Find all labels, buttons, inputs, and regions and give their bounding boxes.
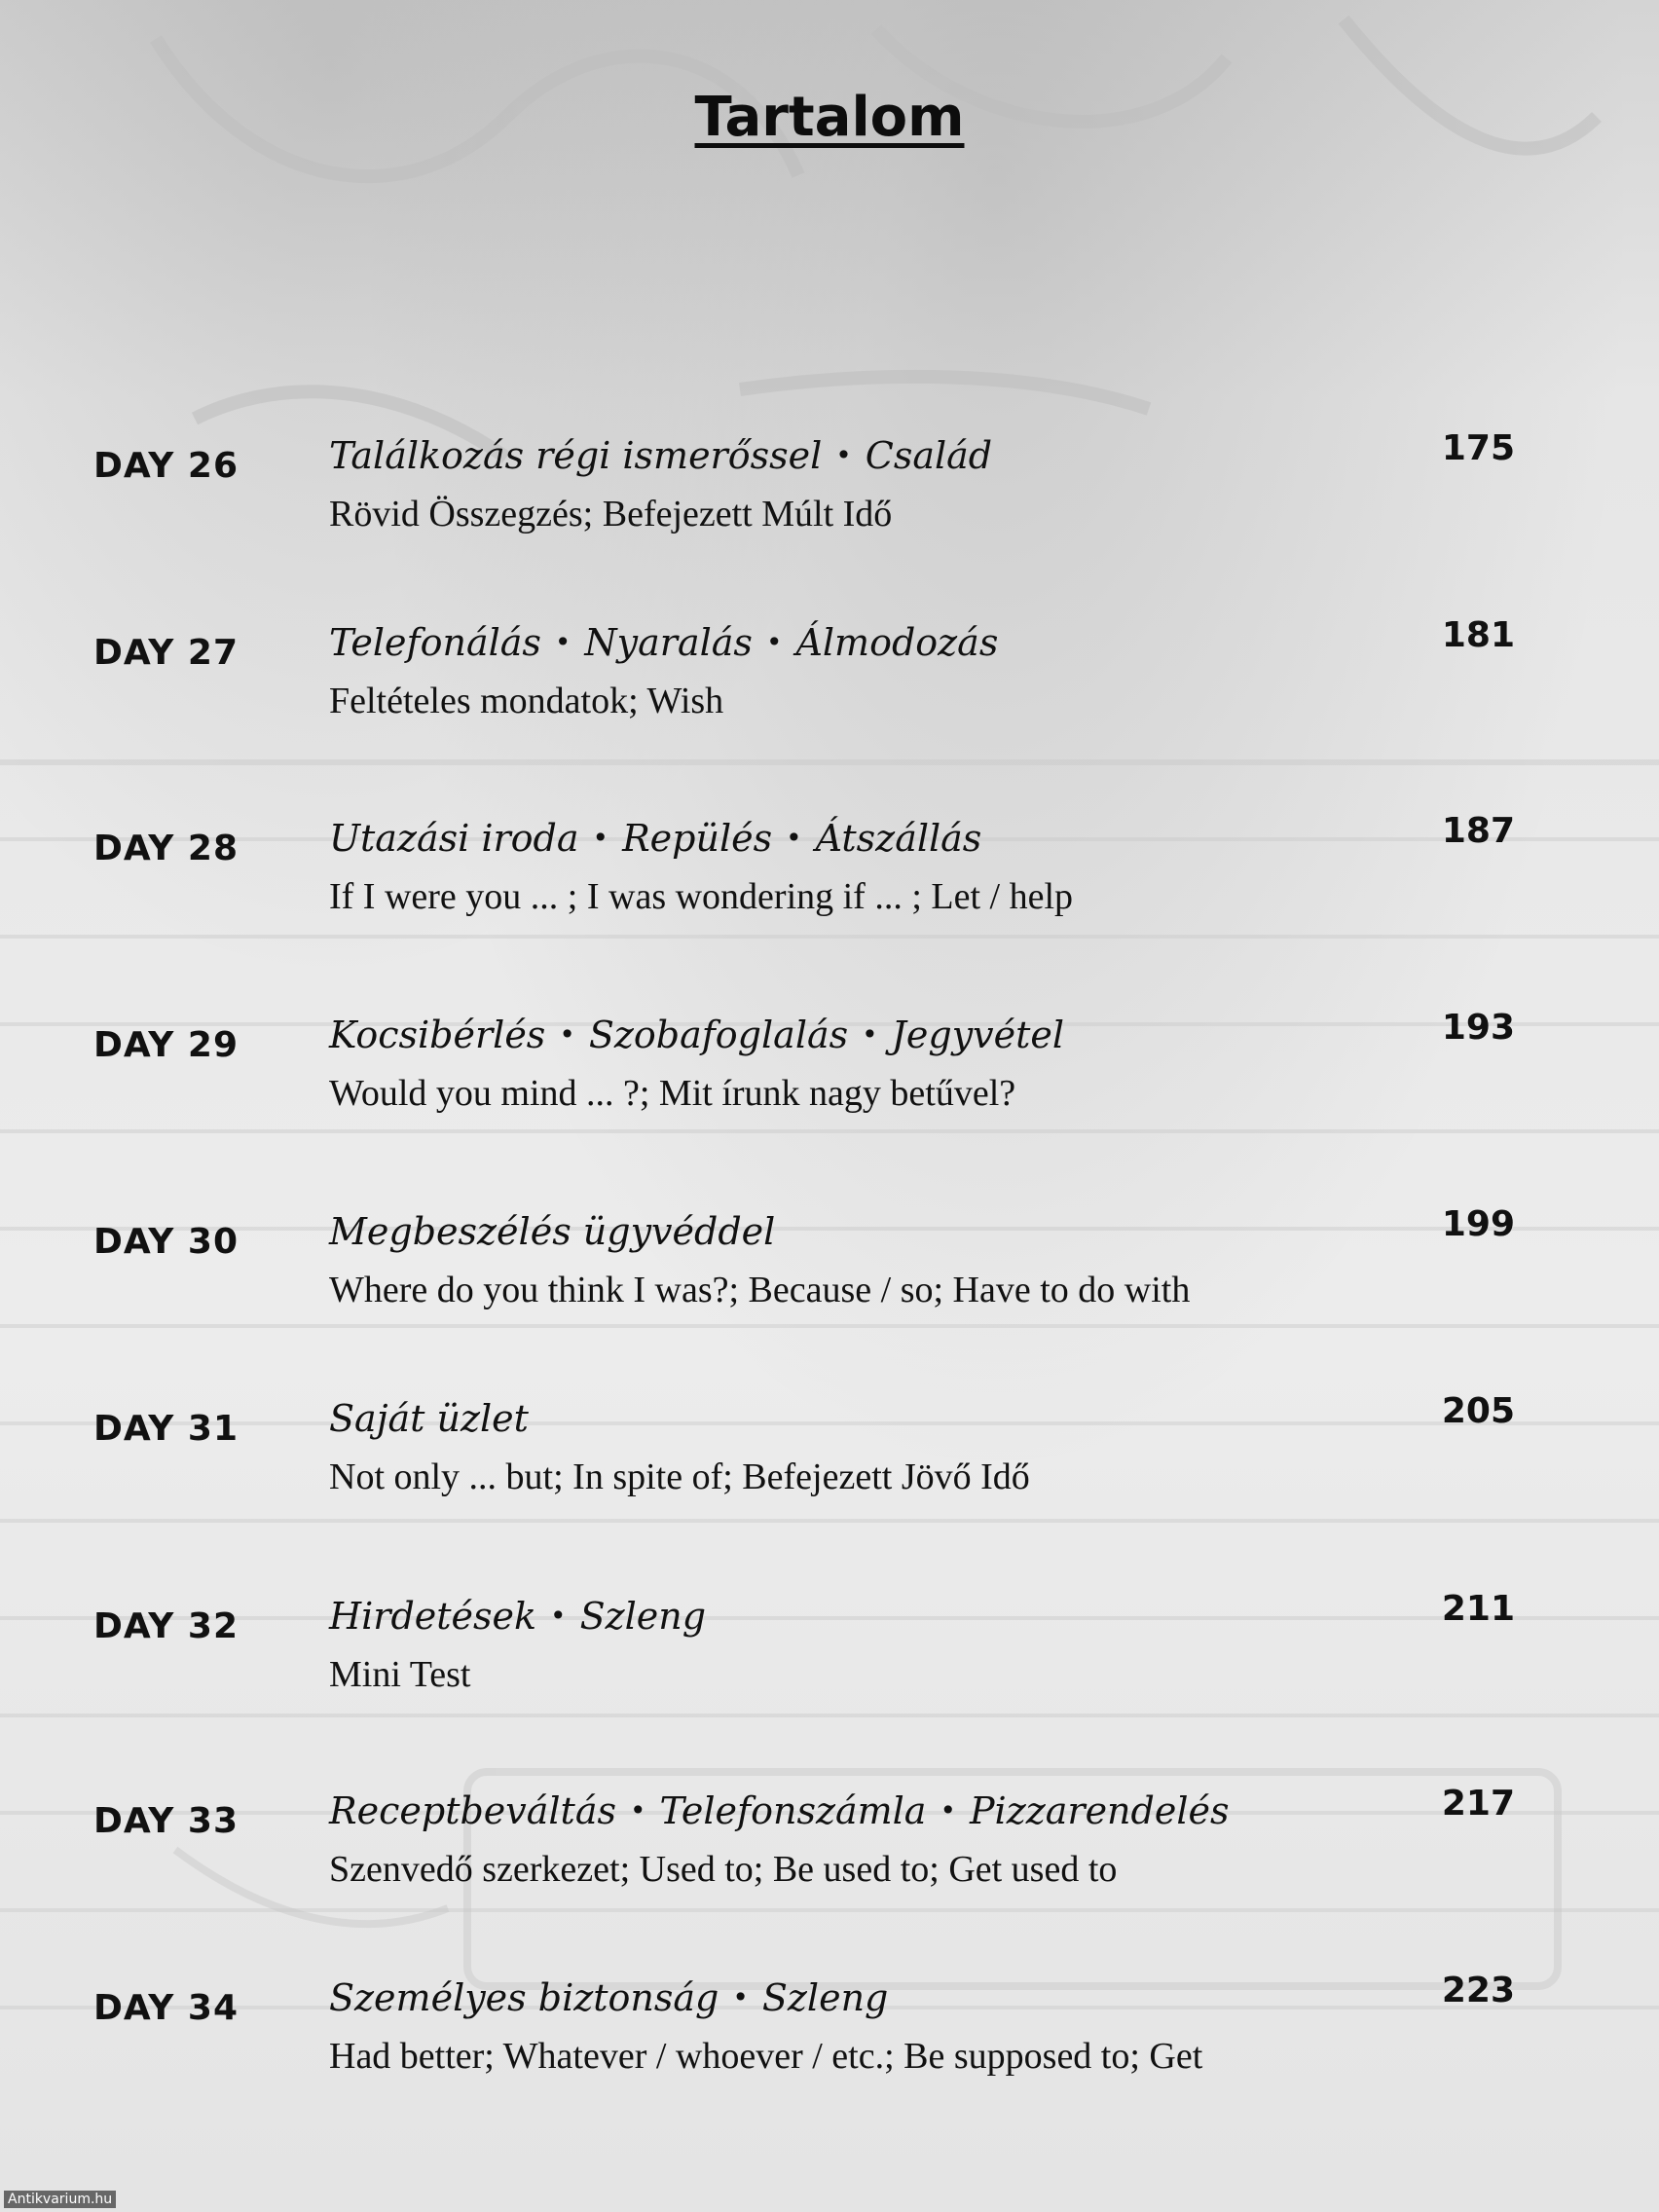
- topic: Receptbeváltás: [329, 1789, 616, 1832]
- bullet-separator: •: [835, 439, 852, 471]
- grammar-line: Would you mind ... ?; Mit írunk nagy betűvel?: [329, 1073, 1016, 1114]
- topics-line: [329, 1595, 706, 1638]
- bullet-separator: •: [554, 626, 571, 658]
- topics-line: [329, 1397, 529, 1440]
- topic: Átszállás: [815, 817, 982, 860]
- toc-entry-day-30[interactable]: [0, 1204, 1659, 1350]
- day-label: DAY 28: [93, 829, 239, 868]
- topic: Utazási iroda: [329, 817, 579, 860]
- topic: Hirdetések: [329, 1595, 537, 1638]
- topics-line: [329, 1789, 1230, 1832]
- grammar-line: Mini Test: [329, 1654, 471, 1695]
- day-label: DAY 32: [93, 1606, 239, 1646]
- topics-line: [329, 1976, 888, 2019]
- bullet-separator: •: [940, 1794, 956, 1826]
- bullet-separator: •: [629, 1794, 646, 1826]
- toc-entry-day-32[interactable]: [0, 1589, 1659, 1735]
- topic: Repülés: [622, 817, 773, 860]
- page-title-text: Tartalom: [694, 86, 965, 149]
- day-label: DAY 29: [93, 1025, 239, 1065]
- topic: Szobafoglalás: [588, 1014, 849, 1056]
- page-title: [0, 86, 1659, 149]
- topic: Család: [865, 434, 993, 477]
- toc-entry-day-26[interactable]: [0, 428, 1659, 574]
- bullet-separator: •: [559, 1018, 575, 1051]
- page-number: 217: [1441, 1784, 1515, 1824]
- day-label: DAY 34: [93, 1988, 239, 2028]
- toc-entry-day-27[interactable]: [0, 615, 1659, 761]
- topics-line: [329, 1210, 775, 1253]
- page-number: 193: [1441, 1008, 1515, 1048]
- page-number: 187: [1441, 811, 1515, 851]
- topic: Pizzarendelés: [969, 1789, 1230, 1832]
- day-label: DAY 31: [93, 1409, 239, 1449]
- grammar-line: Not only ... but; In spite of; Befejezett Jövő Idő: [329, 1456, 1030, 1497]
- topic: Találkozás régi ismerőssel: [329, 434, 823, 477]
- topic: Személyes biztonság: [329, 1976, 719, 2019]
- topic: Telefonálás: [329, 621, 541, 664]
- toc-entry-day-31[interactable]: [0, 1391, 1659, 1537]
- site-watermark: Antikvarium.hu: [4, 2191, 116, 2208]
- bullet-separator: •: [786, 822, 802, 854]
- topic: Álmodozás: [795, 621, 999, 664]
- day-label: DAY 26: [93, 446, 239, 486]
- grammar-line: Feltételes mondatok; Wish: [329, 681, 724, 721]
- bullet-separator: •: [765, 626, 783, 658]
- page-number: 199: [1441, 1204, 1515, 1244]
- bullet-separator: •: [732, 1981, 749, 2013]
- grammar-line: If I were you ... ; I was wondering if ... ; Let / help: [329, 876, 1074, 917]
- toc-entry-day-34[interactable]: [0, 1971, 1659, 2117]
- topics-line: [329, 434, 992, 477]
- toc-entry-day-29[interactable]: [0, 1008, 1659, 1154]
- topics-line: [329, 1014, 1064, 1056]
- topic: Nyaralás: [584, 621, 753, 664]
- grammar-line: Where do you think I was?; Because / so; Have to do with: [329, 1270, 1191, 1310]
- bullet-separator: •: [550, 1600, 567, 1632]
- page-number: 175: [1441, 428, 1515, 468]
- page-number: 223: [1441, 1971, 1515, 2010]
- topic: Szleng: [761, 1976, 889, 2019]
- bullet-separator: •: [592, 822, 609, 854]
- grammar-line: Szenvedő szerkezet; Used to; Be used to; Get used to: [329, 1849, 1118, 1890]
- topic: Telefonszámla: [659, 1789, 927, 1832]
- grammar-line: Had better; Whatever / whoever / etc.; Be supposed to; Get: [329, 2036, 1203, 2077]
- toc-entry-day-28[interactable]: [0, 811, 1659, 957]
- page-number: 211: [1441, 1589, 1515, 1629]
- topic: Jegyvétel: [891, 1014, 1065, 1056]
- grammar-line: Rövid Összegzés; Befejezett Múlt Idő: [329, 494, 893, 535]
- day-label: DAY 33: [93, 1801, 239, 1841]
- day-label: DAY 27: [93, 633, 239, 673]
- topic: Szleng: [579, 1595, 707, 1638]
- topic: Saját üzlet: [329, 1397, 529, 1440]
- page-number: 181: [1441, 615, 1515, 655]
- topic: Megbeszélés ügyvéddel: [329, 1210, 776, 1253]
- topics-line: [329, 817, 981, 860]
- bullet-separator: •: [862, 1018, 878, 1051]
- toc-entry-day-33[interactable]: [0, 1784, 1659, 1930]
- day-label: DAY 30: [93, 1222, 239, 1262]
- page-number: 205: [1441, 1391, 1515, 1431]
- topic: Kocsibérlés: [329, 1014, 546, 1056]
- topics-line: [329, 621, 998, 664]
